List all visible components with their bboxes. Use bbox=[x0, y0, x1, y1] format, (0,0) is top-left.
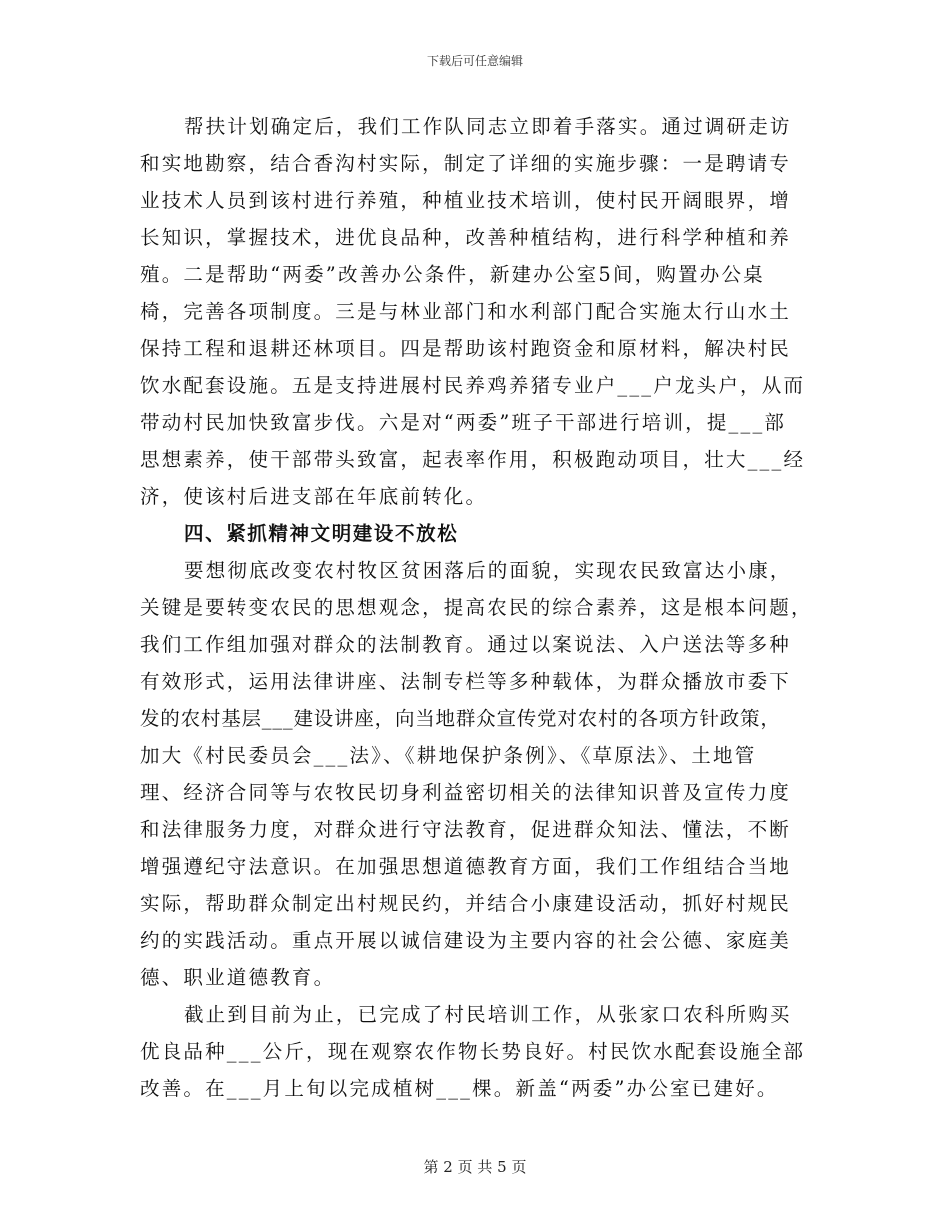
paragraph-line: 长知识，掌握技术，进优良品种，改善种植结构，进行科学种植和养 bbox=[140, 226, 792, 249]
paragraph-line: 业技术人员到该村进行养殖，种植业技术培训，使村民开阔眼界，增 bbox=[140, 189, 792, 212]
paragraph-line: 关键是要转变农民的思想观念，提高农民的综合素养，这是根本问题， bbox=[140, 596, 813, 619]
section-heading: 四、紧抓精神文明建设不放松 bbox=[184, 522, 459, 545]
paragraph-line: 济，使该村后进支部在年底前转化。 bbox=[140, 485, 488, 508]
paragraph-line: 约的实践活动。重点开展以诚信建设为主要内容的社会公德、家庭美 bbox=[140, 929, 792, 952]
document-body bbox=[140, 108, 820, 1107]
paragraph-line: 和法律服务力度，对群众进行守法教育，促进群众知法、懂法，不断 bbox=[140, 818, 792, 841]
paragraph-line: 带动村民加快致富步伐。六是对“两委”班子干部进行培训，提___部 bbox=[140, 411, 787, 434]
page-number: 第 2 页 共 5 页 bbox=[423, 1158, 527, 1176]
paragraph-line: 和实地勘察，结合香沟村实际，制定了详细的实施步骤：一是聘请专 bbox=[140, 152, 792, 175]
paragraph-line: 殖。二是帮助“两委”改善办公条件，新建办公室5间，购置办公桌 bbox=[140, 263, 765, 286]
paragraph-line: 有效形式，运用法律讲座、法制专栏等多种载体，为群众播放市委下 bbox=[140, 670, 792, 693]
paragraph-line: 加大《村民委员会___法》、《耕地保护条例》、《草原法》、土地管 bbox=[140, 744, 757, 767]
paragraph-line: 饮水配套设施。五是支持进展村民养鸡养猪专业户___户龙头户，从而 bbox=[140, 374, 806, 397]
paragraph-line: 理、经济合同等与农牧民切身利益密切相关的法律知识普及宣传力度 bbox=[140, 781, 792, 804]
paragraph-line: 截止到目前为止，已完成了村民培训工作，从张家口农科所购买 bbox=[184, 1003, 792, 1026]
paragraph-line: 思想素养，使干部带头致富，起表率作用，积极跑动项目，壮大___经 bbox=[140, 448, 806, 471]
paragraph-line: 我们工作组加强对群众的法制教育。通过以案说法、入户送法等多种 bbox=[140, 633, 792, 656]
paragraph-line: 发的农村基层___建设讲座，向当地群众宣传党对农村的各项方针政策， bbox=[140, 707, 781, 730]
paragraph-line: 增强遵纪守法意识。在加强思想道德教育方面，我们工作组结合当地 bbox=[140, 855, 792, 878]
paragraph-line: 实际，帮助群众制定出村规民约，并结合小康建设活动，抓好村规民 bbox=[140, 892, 792, 915]
paragraph-line: 保持工程和退耕还林项目。四是帮助该村跑资金和原材料，解决村民 bbox=[140, 337, 792, 360]
paragraph-line: 要想彻底改变农村牧区贫困落后的面貌，实现农民致富达小康， bbox=[184, 559, 792, 582]
paragraph-line: 椅，完善各项制度。三是与林业部门和水利部门配合实施太行山水土 bbox=[140, 300, 792, 323]
paragraph-plan-implementation bbox=[140, 108, 820, 515]
paragraph-spiritual-civilization bbox=[140, 552, 820, 996]
paragraph-line: 帮扶计划确定后，我们工作队同志立即着手落实。通过调研走访 bbox=[184, 115, 792, 138]
paragraph-line: 优良品种___公斤，现在观察农作物长势良好。村民饮水配套设施全部 bbox=[140, 1040, 806, 1063]
paragraph-line: 改善。在___月上旬以完成植树___棵。新盖“两委”办公室已建好。 bbox=[140, 1077, 779, 1100]
paragraph-line: 德、职业道德教育。 bbox=[140, 966, 336, 989]
page-header: 下载后可任意编辑 bbox=[426, 54, 523, 68]
paragraph-progress-summary bbox=[140, 996, 820, 1107]
